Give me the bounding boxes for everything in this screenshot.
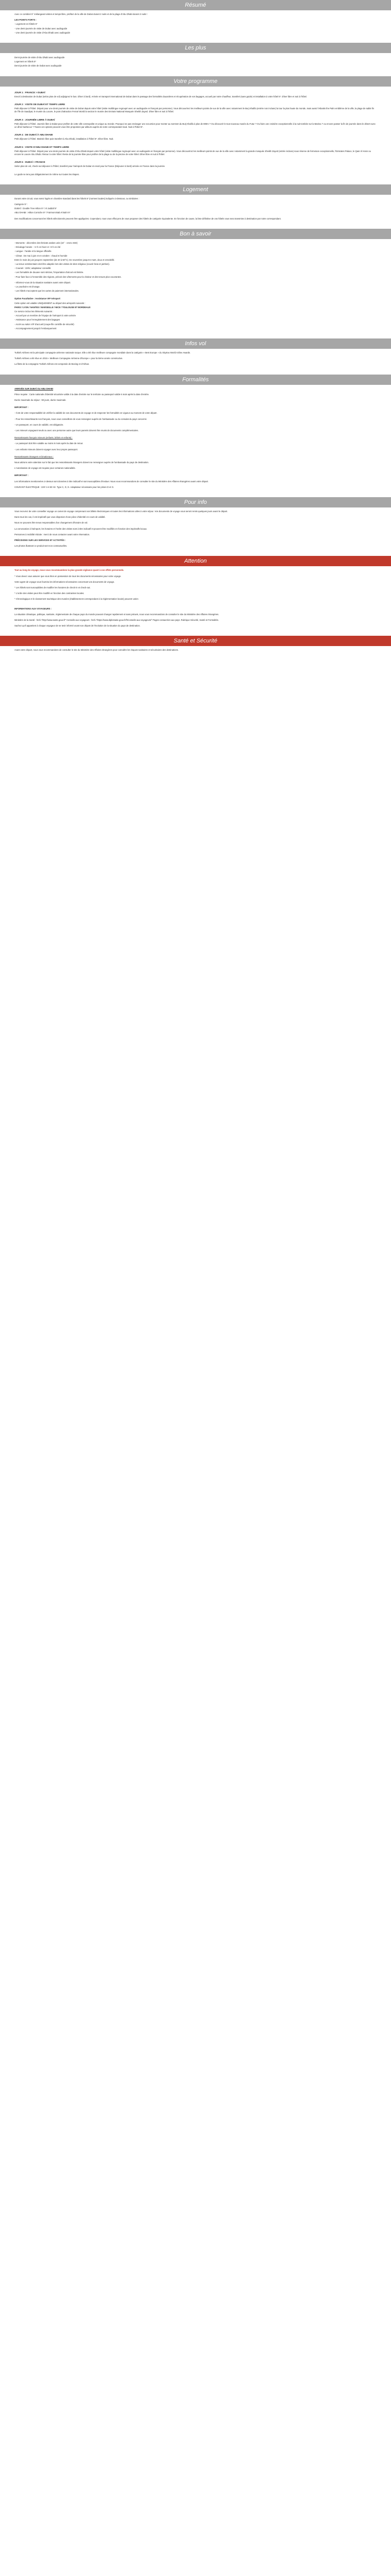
option-cities: PARIS / LYON / NANTES / MARSEILLE / NICE / TOULOUSE ET BORDEAUX [14, 306, 91, 309]
formalites-line: - Les mineurs voyageant seuls ou avec une personne autre que leurs parents doivent être munis de documents complémentaires. [14, 429, 139, 432]
day-text: Petit déjeuner à l'hôtel. Journée libre à Dubaï pour profiter de cette ville cosmopolite et unique au monde. Pourquoi ne pas envisager une excursion pour monter au sommet du Burj Khalifa à plus de 800m ? Ou découvrir le tout nouveau musée du Futur ? Ou faire une croisière exceptionnelle à la nuit tombée sur la Marina ? ou encore passer la fin de journée dans le désert avec un dîner barbecue ? Toutes ces options peuvent vous être proposées par ailleurs auprès de notre correspondant local. Nuit à l'hôtel 5*. [14, 122, 376, 129]
day-block [14, 161, 377, 168]
day-text: Petit déjeuner à l'hôtel. Départ pour une demi-journée de visite de Dubaï depuis votre hôtel (visite multilingue regroupé avec un audioguide en français par personne). Vous découvrirez les meilleurs points de vue de la ville avec notamment le Burj Khalifa (entrée non incluse) la tour la plus haute du monde, mais aussi l'Atlantis the Palm emblème de la ville, la plage de sable fin de l'île de Saadiyat, le musée du Louvre, le pont d'attraction Ferrari World la section le musée des Emirats National Mosquée Sheikh Zayed. Dîner libre et nuit à l'hôtel. [14, 107, 374, 113]
infos-line: La flotte de la compagnie Turkish Airlines est composée de Boeing et d'Airbus. [14, 363, 90, 366]
bon-line: - Informez-vous de la situation sanitaire avant votre départ. [14, 281, 71, 284]
logement-item: ABU DHABI : Hilton Corniche 5* / Fairmont Bab Al Bahr 5* [14, 211, 71, 214]
option-item: - Accompagnement jusqu'à l'embarquement [14, 327, 57, 330]
formalites-line: - Il est de votre responsabilité de vérifier la validité de vos documents de voyage et de respecter les formalités en vigueur au moment de votre départ. [14, 412, 157, 415]
formalites-line: - Les enfants mineurs doivent voyager avec leur propre passeport. [14, 448, 78, 451]
section-header-infos: Infos vol [0, 338, 391, 349]
attention-info-text: La situation climatique, politique, sanitaire, réglementaire de chaque pays du monde pouvant changer rapidement et sans préavis, nous vous recommandons de consulter le site du Ministère des Affaires étrangères. [14, 613, 219, 616]
formalites-line: - Pour les ressortissants non français, nous vous conseillons de vous renseigner auprès de l'ambassade ou du consulat du pays concerné. [14, 417, 148, 420]
section-header-logement: Logement [0, 184, 391, 195]
section-header-programme: Votre programme [0, 76, 391, 87]
day-text: Envol à destination de Dubaï (selon plan de vol) adjoignez le bus. Dîner à bord). Arrivée et transport international de Dubaï dans le passage des formalités douanières et récupération de vos bagages, accueil par notre chauffeur, transfert (sans guide) et installation à votre hôtel 5*. Dîner libre et nuit à l'hôtel. [14, 95, 307, 98]
option-service: Ce service inclus les éléments suivants : [14, 310, 54, 313]
logement-item: Catégorie 5* : [14, 203, 28, 206]
option-item: - Accueil par un membre de l'équipe de l'aéroport à votre arrivée [14, 314, 76, 317]
formalites-line: Durée maximale du séjour : 90 jours, durée maximale. [14, 398, 67, 401]
infos-line: Turkish Airlines est la principale compagnie aérienne nationale turque. Elle a été élue meilleure compagnie mondiale dans la catégorie « Best Europe » du Skytrax World Airline Awards. [14, 351, 191, 354]
day-title: JOUR 4 : DE DUBAÏ À ABU DHABI [14, 133, 53, 137]
day-text: Selon plan de vol, check-out déjeuner à l'hôtel, transfert pour l'aéroport de Dubaï et envol pour la France (Déjeuner à bord) arrivée en France dans la journée. [14, 165, 166, 168]
day-title: JOUR 1 : FRANCE > DUBAÏ [14, 91, 45, 94]
info-line: Dans tous les cas, il est impératif que vous disposiez d'une pièce d'identité en cours de validité. [14, 516, 106, 519]
attention-lead: Tout au long du voyage, nous vous recommandons la plus grande vigilance quant à vos effets personnels. [14, 569, 124, 572]
attention-line: * Vous devez vous assurer que vous êtes en possession de tous les documents nécessaires pour votre voyage. [14, 574, 122, 578]
day-block [14, 133, 377, 141]
info-line: Vous recevrez de votre conseiller voyage un carnet de voyage comprenant vos billets électroniques et toutes les informations utiles à votre séjour. Vos documents de voyage vous seront remis quelques jours avant le départ. [14, 510, 228, 513]
info-line: Nous ne pouvons être tenus responsables d'un changement d'horaire de vol. [14, 521, 88, 524]
section-header-formalites: Formalités [0, 375, 391, 385]
section-header-resume: Résumé [0, 0, 391, 10]
day-title: JOUR 3 : JOURNÉE LIBRE À DUBAÏ [14, 118, 55, 121]
formalites-line: - Un passeport, en cours de validité, est obligatoire. [14, 423, 64, 426]
section-header-pour-info: Pour info [0, 497, 391, 507]
day-title: JOUR 5 : VISITE D'ABU DHABI ET TEMPS LIBRE [14, 145, 69, 148]
formalites-sub: Ressortissants étrangers et binationaux : [14, 455, 54, 458]
section-header-plus: Les plus [0, 43, 391, 53]
option-list [14, 314, 377, 330]
point-item: - Logement en hôtels 5* [14, 23, 38, 26]
day-text: Petit déjeuner à l'hôtel. Matinée libre puis transfert à Abu Dhabi, installation à l'hôtel 5*. Dîner libre. Nuit. [14, 138, 114, 141]
sante-text: Avant votre départ, nous vous recommandons de consulter le site du Ministère des Affaires étrangères pour connaître les risques sanitaires et sécuritaires des destinations. [14, 649, 179, 652]
day-block [14, 146, 377, 157]
day-title: JOUR 6 : DUBAÏ > FRANCE [14, 161, 45, 164]
plus-item: Demi-journée de visite d'Abu Dhabi avec audioguide [14, 56, 65, 59]
points-title: LES POINTS FORTS : [14, 19, 37, 22]
resume-intro: Avec ce combiné 5° mélangeant visites et temps libre, profitez de la ville de Dubaï durant 2 nuits et de la plage d'Abu Dhabi durant 2 nuits ! [14, 13, 148, 15]
logement-list [14, 203, 377, 215]
option-title: Option Facultative : Assistance VIP Aéroport [14, 297, 60, 300]
bon-item: - Décalage horaire : +2 h en hiver et +3 h en été [14, 246, 61, 249]
day-title: JOUR 2 : VISITE DE DUBAÏ ET TEMPS LIBRE [14, 103, 66, 106]
formalites-sub: Ressortissants français mineurs (enfants, bébés et enfants) : [14, 436, 73, 439]
bon-item: Entre le mois de juin jusqu'en septembre (de 40 à 50°C). De novembre jusqu'en mars, doux et ensoleillé. [14, 258, 115, 261]
day-block [14, 103, 377, 114]
bon-item: - Langue : l'arabe et la langue officielle. [14, 250, 52, 253]
info-line: Personnes à mobilité réduite : merci de nous contacter avant votre réservation. [14, 533, 90, 536]
bon-lines [14, 281, 377, 293]
bon-line: - Le pourboire est d'usage. [14, 285, 40, 288]
attention-line: * L'ordre des visites peut être modifié en fonction des contraintes locales. [14, 592, 85, 595]
infos-line: Turkish Airlines a été élue en 2015 « Meilleure Compagnie Aérienne d'Europe » pour la 5ème année consécutive. [14, 357, 123, 360]
bon-climate: - Moments - décembre des Émirats arabes unis (16° - 4.621 AED) [14, 241, 78, 244]
formalites-line: COURANT ÉLECTRIQUE : 220 V et 50 Hz. Type C, D, G. Adaptateur nécessaire pour les prises D et G. [14, 485, 115, 488]
attention-info-title: INFORMATIONS AUX VOYAGEURS : [14, 607, 52, 610]
formalites-line: L'Autorisation de voyage est requise pour certaines nationalités. [14, 467, 76, 470]
programme-note: Le guide se tera pas obligatoirement le même sur toutes les étapes. [14, 173, 79, 176]
day-block [14, 118, 377, 129]
attention-line: * Les hôtels sont susceptibles de modifier les horaires de check-in et check-out. [14, 586, 91, 589]
attention-info-text: Ministère de la Santé : href="http://www.sante.gouv.fr" Conseils aux voyageurs : href="https://www.diplomatie.gouv.fr/fr/conseils-aux-voyageurs/" Pages consacrées aux pays. Rubrique Sécurité, Santé et Formalités. [14, 619, 219, 622]
section-header-bon: Bon à savoir [0, 229, 391, 239]
formalites-line: - Le passeport doit être valable au moins 6 mois après la date de retour. [14, 442, 84, 445]
plus-item: Demi-journée de visite de Dubaï avec audioguide [14, 64, 62, 67]
option-text: Cette option est valable UNIQUEMENT au départ des aéroports suivants : [14, 301, 86, 304]
bon-item: - Climat : De mai à juin et en octobre : chaud et humide [14, 254, 68, 257]
formalites-line: Les informations mentionnées ci-dessus sont données à titre indicatif et sont susceptibles d'évoluer. Nous vous recommandons de consulter le site du Ministère des Affaires étrangères avant votre départ. [14, 480, 209, 483]
bon-item: - Les formalités de douane sont strictes, l'importation d'alcool est limitée. [14, 271, 84, 274]
attention-line: Votre agent de voyage vous fournira les informations nécessaires concernant vos documents de voyage. [14, 580, 115, 583]
point-item: - Une demi-journée de visite d'Abu Dhabi avec audioguide [14, 31, 70, 34]
plus-list [14, 56, 377, 68]
option-item: - Accès au salon VIP d'accueil (coupe-file contrôle de sécurité) [14, 323, 74, 326]
attention-line: * Chronologique et le classement touristique des musées (établissement correspondant à la réglementation locale) peuvent varier. [14, 598, 139, 601]
option-item: - Assistance pour l'enregistrement des bagages [14, 318, 60, 321]
logement-intro: Durant votre circuit, vous serez logés en chambre standard dans les hôtels 5* (normes locales) indiqués ci-dessous, ou similaires : [14, 197, 139, 200]
formalites-sub: IMPORTANT : [14, 474, 29, 477]
point-item: - Une demi-journée de visite de Dubaï avec audioguide [14, 27, 68, 30]
info-line: PRÉCISIONS SUR LES SERVICES ET ACTIVITÉS : [14, 539, 66, 542]
formalites-sub: IMPORTANT : [14, 406, 29, 409]
attention-info-text: Sachez qu'il appartient à chaque voyageur de se tenir informé avant son départ de l'évolution de la situation du pays de destination. [14, 624, 140, 628]
info-line: La convocation à l'aéroport, les horaires et l'ordre des visites sont à titre indicatif et peuvent être modifiés en fonction des impératifs locaux. [14, 527, 148, 530]
bon-item: - La tenue vestimentaire doit être adaptée lors des visites de sites religieux (couvrir bras et jambes). [14, 262, 110, 265]
section-header-sante: Santé et Sécurité [0, 636, 391, 646]
formalites-line: Nous attirons votre attention sur le fait que les ressortissants étrangers doivent se renseigner auprès de l'ambassade du pays de destination. [14, 461, 149, 464]
day-block [14, 91, 377, 98]
bon-list [14, 246, 377, 279]
formalites-sub: ARRIVÉE SUR DUBAÏ OU ABU DHABI [14, 387, 53, 390]
section-header-attention: Attention [0, 556, 391, 566]
logement-note: Des modifications concernant les hôtels sélectionnés peuvent être appliquées. Cependant, nous vous efforçons de vous proposer des hôtels de catégorie équivalente. En fonction de cause, la liste définitive de vos hôtels vous sera transmise à destination par notre correspondant. [14, 217, 281, 220]
info-line: Les photos illustrant ce produit sont non contractuelles. [14, 545, 68, 548]
points-list [14, 23, 377, 35]
bon-line: - Les hôtels n'acceptent que les cartes de paiement internationales. [14, 290, 79, 293]
formalites-line: Pièce requise : Carte nationale d'identité sécurisée valide à la date d'entrée sur le territoire ou passeport valide 6 mois après la date d'entrée. [14, 393, 150, 396]
bon-item: - Pour faire face à l'ensemble des régions, prévoir des vêtements pour la chaleur et des tenues plus couvrantes. [14, 275, 122, 278]
plus-item: Logement en hôtels 5* [14, 60, 36, 63]
day-text: Petit déjeuner à l'hôtel. Départ pour une demi-journée de visite d'Abu Dhabi depuis votre hôtel (visite multilingue regroupé avec un audioguide en français par personne). Vous découvrirez les meilleurs points de vue de la ville avec notamment la grande mosquée Sheikh Zayed (entrée incluse) sous réserve de fermeture exceptionnelle, l'Emirates Palace, le Qasr Al Hosn ou encore le Louvre Abu Dhabi. Retour à votre hôtel. Reste de la journée libre pour profiter de la plage ou de la piscine de votre hôtel. Dîner libre et nuit à l'hôtel. [14, 149, 371, 156]
logement-item: DUBAÏ : Double Tree Hilton 5* / Al Jaddaf 5* [14, 207, 57, 210]
bon-item: - Courant : 220V, adaptateur conseillé. [14, 267, 52, 270]
